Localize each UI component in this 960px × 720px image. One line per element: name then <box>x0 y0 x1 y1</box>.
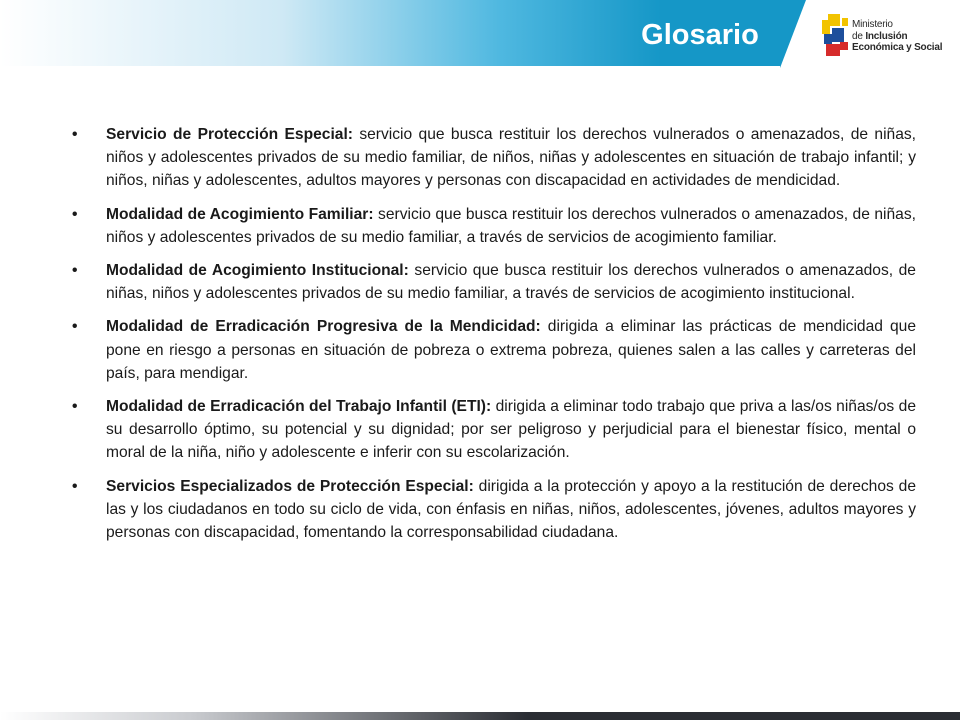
glossary-term: Modalidad de Erradicación Progresiva de la Mendicidad: <box>106 318 541 336</box>
glossary-item <box>72 203 916 249</box>
footer-bar <box>0 712 960 720</box>
glossary-term: Servicio de Protección Especial: <box>106 126 353 143</box>
bullet: • <box>72 398 78 416</box>
glossary-term: Servicios Especializados de Protección Especial: <box>106 477 474 495</box>
bullet: • <box>72 477 78 495</box>
glossary-definition: dirigida a eliminar todo trabajo que priva a las/os niñas/os de su desarrollo óptimo, su potencial y su dignidad; por ser peligroso y perjudicial para el bienestar físico, mental o moral de la niña, niño y adolescente e inferir con su escolarización. <box>106 398 916 462</box>
logo-line-2-bold: Inclusión <box>865 30 908 42</box>
glossary-item <box>72 123 916 193</box>
bullet: • <box>72 205 78 223</box>
glossary-definition: servicio que busca restituir los derechos vulnerados o amenazados, de niñas, niños y adolescentes privados de su medio familiar, a través de servicios de acogimiento institucional. <box>106 262 916 303</box>
glossary-definition: servicio que busca restituir los derechos vulnerados o amenazados, de niñas, niños y adolescentes privados de su medio familiar, de niños, niñas y adolescentes en situación de trabajo infantil; y niños, niñas y adolescentes, adultos mayores y personas con discapacidad en actividades de mendicidad. <box>106 126 917 190</box>
footer-bar-graphic <box>0 712 960 720</box>
glossary-item <box>72 475 916 545</box>
bullet: • <box>72 262 78 280</box>
ministry-logo-icon <box>820 12 850 58</box>
glossary-term: Modalidad de Acogimiento Institucional: <box>106 262 409 280</box>
glossary-definition: dirigida a eliminar las prácticas de mendicidad que pone en riesgo a personas en situación de pobreza o extrema pobreza, quienes salen a las calles y carreteras del país, para mendigar. <box>106 318 916 382</box>
glossary-list <box>72 123 916 554</box>
ministry-logo-text <box>852 19 942 54</box>
logo-line-2-prefix: de <box>852 30 866 42</box>
glossary-term: Modalidad de Acogimiento Familiar: <box>106 205 374 223</box>
bullet: • <box>72 126 78 143</box>
bullet: • <box>72 318 78 336</box>
logo-line-3: Económica y Social <box>852 42 943 53</box>
page-title: Glosario <box>641 19 759 51</box>
glossary-term: Modalidad de Erradicación del Trabajo Infantil (ETI): <box>106 398 492 416</box>
glossary-definition: dirigida a la protección y apoyo a la restitución de derechos de las y los ciudadanos en todo su ciclo de vida, con énfasis en niñas, niños, adolescentes, jóvenes, adultos mayores y personas con discapacidad, fomentando la corresponsabilidad ciudadana. <box>106 477 917 542</box>
glossary-item <box>72 259 916 305</box>
glossary-item <box>72 395 916 465</box>
logo-line-2 <box>852 31 942 43</box>
logo-line-1: Ministerio <box>852 19 893 30</box>
glossary-definition: servicio que busca restituir los derechos vulnerados o amenazados, de niñas, niños y adolescentes privados de su medio familiar, a través de servicios de acogimiento familiar. <box>106 205 916 246</box>
ministry-logo <box>816 8 956 62</box>
glossary-item <box>72 315 916 385</box>
